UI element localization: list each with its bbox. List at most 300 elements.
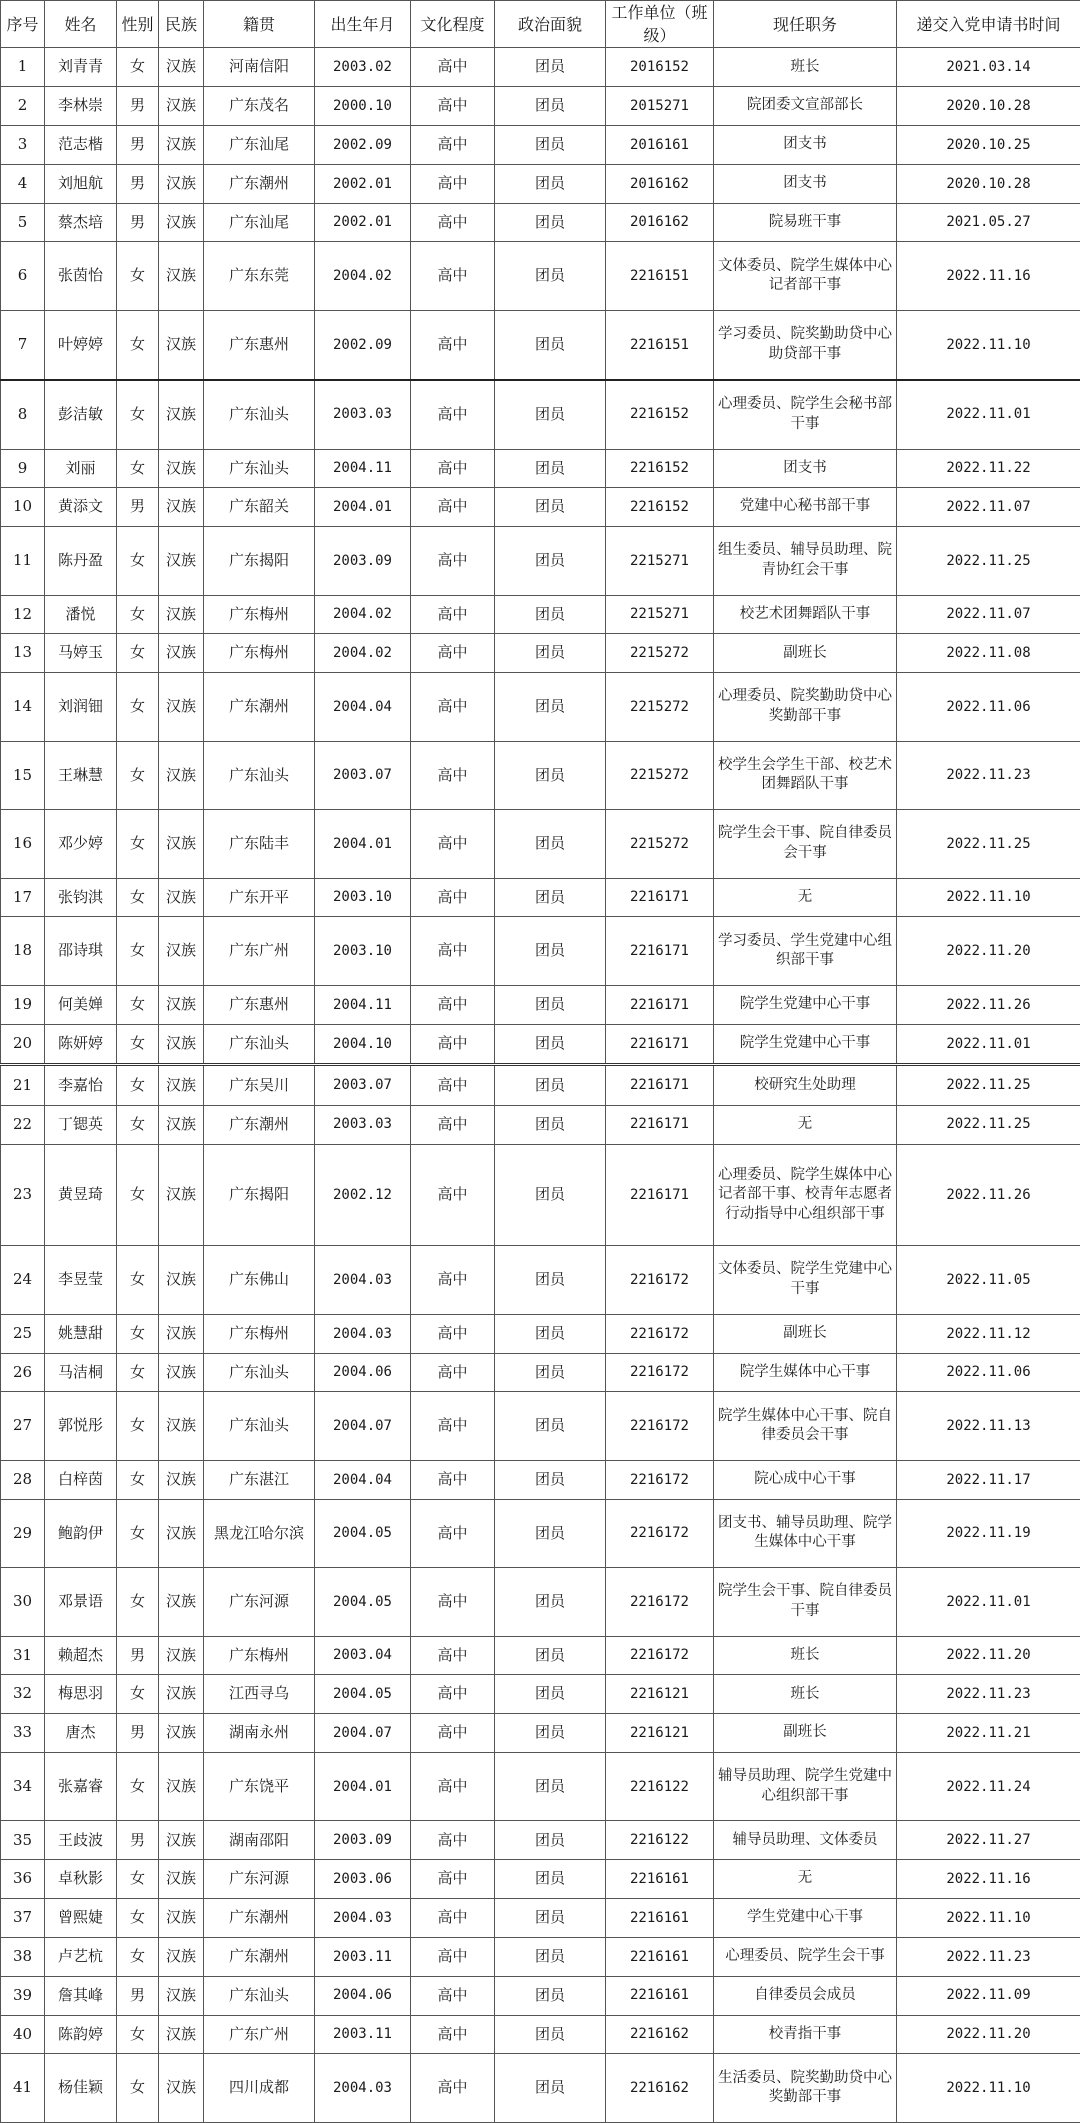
cell-education: 高中 bbox=[411, 1246, 495, 1314]
table-row bbox=[1, 1065, 1080, 1106]
cell-education: 高中 bbox=[411, 673, 495, 741]
cell-application-date: 2022.11.09 bbox=[897, 1976, 1080, 2015]
cell-current-position: 无 bbox=[714, 878, 897, 917]
cell-name: 鲍韵伊 bbox=[45, 1499, 117, 1567]
cell-education: 高中 bbox=[411, 1753, 495, 1821]
cell-gender: 男 bbox=[117, 164, 159, 203]
cell-serial-no: 3 bbox=[1, 126, 45, 165]
table-row bbox=[1, 1675, 1080, 1714]
cell-education: 高中 bbox=[411, 1392, 495, 1460]
cell-gender: 男 bbox=[117, 1636, 159, 1675]
cell-application-date: 2022.11.19 bbox=[897, 1499, 1080, 1567]
cell-serial-no: 22 bbox=[1, 1105, 45, 1144]
cell-political-status: 团员 bbox=[495, 1821, 606, 1860]
cell-name: 叶婷婷 bbox=[45, 310, 117, 379]
cell-application-date: 2022.11.10 bbox=[897, 878, 1080, 917]
cell-serial-no: 13 bbox=[1, 634, 45, 673]
cell-ethnicity: 汉族 bbox=[159, 810, 204, 878]
cell-application-date: 2022.11.06 bbox=[897, 673, 1080, 741]
table-row bbox=[1, 164, 1080, 203]
cell-education: 高中 bbox=[411, 449, 495, 488]
cell-gender: 男 bbox=[117, 126, 159, 165]
cell-work-unit: 2016162 bbox=[606, 203, 714, 242]
cell-birth-date: 2004.03 bbox=[315, 1246, 411, 1314]
header-application-date: 递交入党申请书时间 bbox=[897, 1, 1080, 48]
cell-name: 黄昱琦 bbox=[45, 1144, 117, 1246]
cell-gender: 男 bbox=[117, 1821, 159, 1860]
header-political-status: 政治面貌 bbox=[495, 1, 606, 48]
cell-gender: 女 bbox=[117, 595, 159, 634]
cell-application-date: 2020.10.28 bbox=[897, 164, 1080, 203]
cell-name: 潘悦 bbox=[45, 595, 117, 634]
cell-work-unit: 2216121 bbox=[606, 1675, 714, 1714]
cell-serial-no: 11 bbox=[1, 527, 45, 595]
cell-birth-date: 2002.01 bbox=[315, 203, 411, 242]
cell-current-position: 辅导员助理、院学生党建中心组织部干事 bbox=[714, 1753, 897, 1821]
table-row bbox=[1, 48, 1080, 87]
cell-ethnicity: 汉族 bbox=[159, 1899, 204, 1938]
cell-ethnicity: 汉族 bbox=[159, 1568, 204, 1636]
cell-work-unit: 2216171 bbox=[606, 1065, 714, 1106]
cell-current-position: 党建中心秘书部干事 bbox=[714, 488, 897, 527]
header-ethnicity: 民族 bbox=[159, 1, 204, 48]
cell-name: 陈韵婷 bbox=[45, 2015, 117, 2054]
cell-ethnicity: 汉族 bbox=[159, 878, 204, 917]
cell-current-position: 副班长 bbox=[714, 634, 897, 673]
table-row bbox=[1, 1976, 1080, 2015]
table-row bbox=[1, 985, 1080, 1024]
cell-birth-date: 2002.09 bbox=[315, 126, 411, 165]
cell-education: 高中 bbox=[411, 1065, 495, 1106]
cell-education: 高中 bbox=[411, 917, 495, 985]
cell-application-date: 2022.11.23 bbox=[897, 741, 1080, 809]
cell-name: 卢艺杭 bbox=[45, 1937, 117, 1976]
cell-application-date: 2022.11.01 bbox=[897, 380, 1080, 449]
cell-current-position: 院学生媒体中心干事 bbox=[714, 1353, 897, 1392]
cell-name: 范志楷 bbox=[45, 126, 117, 165]
header-birth-date: 出生年月 bbox=[315, 1, 411, 48]
cell-political-status: 团员 bbox=[495, 203, 606, 242]
table-row bbox=[1, 527, 1080, 595]
cell-application-date: 2022.11.08 bbox=[897, 634, 1080, 673]
cell-serial-no: 33 bbox=[1, 1714, 45, 1753]
cell-serial-no: 25 bbox=[1, 1314, 45, 1353]
cell-ethnicity: 汉族 bbox=[159, 1636, 204, 1675]
cell-serial-no: 41 bbox=[1, 2054, 45, 2123]
table-row bbox=[1, 380, 1080, 449]
cell-current-position: 生活委员、院奖勤助贷中心奖勤部干事 bbox=[714, 2054, 897, 2123]
cell-birth-date: 2002.01 bbox=[315, 164, 411, 203]
cell-current-position: 院学生党建中心干事 bbox=[714, 985, 897, 1024]
cell-education: 高中 bbox=[411, 634, 495, 673]
cell-gender: 女 bbox=[117, 1568, 159, 1636]
cell-serial-no: 18 bbox=[1, 917, 45, 985]
cell-application-date: 2022.11.10 bbox=[897, 310, 1080, 379]
table-row bbox=[1, 1144, 1080, 1246]
cell-birth-date: 2003.09 bbox=[315, 1821, 411, 1860]
cell-ethnicity: 汉族 bbox=[159, 527, 204, 595]
cell-education: 高中 bbox=[411, 488, 495, 527]
cell-current-position: 学习委员、学生党建中心组织部干事 bbox=[714, 917, 897, 985]
header-education: 文化程度 bbox=[411, 1, 495, 48]
cell-gender: 女 bbox=[117, 2054, 159, 2123]
cell-serial-no: 7 bbox=[1, 310, 45, 379]
cell-serial-no: 4 bbox=[1, 164, 45, 203]
cell-application-date: 2020.10.25 bbox=[897, 126, 1080, 165]
cell-birth-date: 2004.06 bbox=[315, 1353, 411, 1392]
cell-work-unit: 2215272 bbox=[606, 741, 714, 809]
cell-gender: 女 bbox=[117, 1860, 159, 1899]
cell-political-status: 团员 bbox=[495, 1899, 606, 1938]
cell-birth-date: 2004.05 bbox=[315, 1675, 411, 1714]
cell-serial-no: 1 bbox=[1, 48, 45, 87]
cell-name: 陈丹盈 bbox=[45, 527, 117, 595]
table-row bbox=[1, 488, 1080, 527]
cell-serial-no: 36 bbox=[1, 1860, 45, 1899]
cell-serial-no: 39 bbox=[1, 1976, 45, 2015]
cell-education: 高中 bbox=[411, 1976, 495, 2015]
cell-ethnicity: 汉族 bbox=[159, 917, 204, 985]
cell-gender: 女 bbox=[117, 741, 159, 809]
cell-ethnicity: 汉族 bbox=[159, 1392, 204, 1460]
cell-serial-no: 37 bbox=[1, 1899, 45, 1938]
cell-serial-no: 34 bbox=[1, 1753, 45, 1821]
cell-gender: 女 bbox=[117, 242, 159, 310]
cell-native-place: 广东河源 bbox=[204, 1568, 315, 1636]
cell-birth-date: 2003.10 bbox=[315, 878, 411, 917]
cell-political-status: 团员 bbox=[495, 126, 606, 165]
cell-gender: 女 bbox=[117, 310, 159, 379]
cell-current-position: 院学生会干事、院自律委员会干事 bbox=[714, 810, 897, 878]
cell-work-unit: 2216122 bbox=[606, 1821, 714, 1860]
cell-gender: 女 bbox=[117, 1460, 159, 1499]
cell-ethnicity: 汉族 bbox=[159, 1065, 204, 1106]
cell-gender: 女 bbox=[117, 1937, 159, 1976]
cell-serial-no: 20 bbox=[1, 1024, 45, 1065]
cell-political-status: 团员 bbox=[495, 1065, 606, 1106]
cell-ethnicity: 汉族 bbox=[159, 48, 204, 87]
cell-application-date: 2022.11.13 bbox=[897, 1392, 1080, 1460]
cell-application-date: 2022.11.20 bbox=[897, 1636, 1080, 1675]
cell-current-position: 无 bbox=[714, 1860, 897, 1899]
cell-name: 马婷玉 bbox=[45, 634, 117, 673]
cell-application-date: 2022.11.06 bbox=[897, 1353, 1080, 1392]
cell-gender: 男 bbox=[117, 1714, 159, 1753]
table-row bbox=[1, 1899, 1080, 1938]
cell-name: 丁锶英 bbox=[45, 1105, 117, 1144]
cell-native-place: 广东潮州 bbox=[204, 1937, 315, 1976]
cell-birth-date: 2004.11 bbox=[315, 985, 411, 1024]
table-row bbox=[1, 1753, 1080, 1821]
cell-birth-date: 2003.11 bbox=[315, 1937, 411, 1976]
cell-native-place: 广东梅州 bbox=[204, 595, 315, 634]
table-row bbox=[1, 203, 1080, 242]
cell-education: 高中 bbox=[411, 242, 495, 310]
cell-serial-no: 5 bbox=[1, 203, 45, 242]
cell-work-unit: 2216161 bbox=[606, 1860, 714, 1899]
table-row bbox=[1, 1105, 1080, 1144]
cell-birth-date: 2003.02 bbox=[315, 48, 411, 87]
cell-ethnicity: 汉族 bbox=[159, 1860, 204, 1899]
cell-work-unit: 2215271 bbox=[606, 595, 714, 634]
table-row bbox=[1, 1821, 1080, 1860]
cell-ethnicity: 汉族 bbox=[159, 634, 204, 673]
cell-application-date: 2022.11.23 bbox=[897, 1675, 1080, 1714]
cell-application-date: 2022.11.25 bbox=[897, 1065, 1080, 1106]
cell-application-date: 2022.11.26 bbox=[897, 985, 1080, 1024]
cell-current-position: 团支书 bbox=[714, 449, 897, 488]
cell-name: 姚慧甜 bbox=[45, 1314, 117, 1353]
cell-birth-date: 2004.01 bbox=[315, 1753, 411, 1821]
cell-native-place: 广东梅州 bbox=[204, 634, 315, 673]
cell-name: 唐杰 bbox=[45, 1714, 117, 1753]
table-row bbox=[1, 1392, 1080, 1460]
cell-current-position: 班长 bbox=[714, 48, 897, 87]
cell-ethnicity: 汉族 bbox=[159, 1024, 204, 1065]
cell-ethnicity: 汉族 bbox=[159, 87, 204, 126]
cell-education: 高中 bbox=[411, 310, 495, 379]
cell-gender: 女 bbox=[117, 2015, 159, 2054]
table-row bbox=[1, 1353, 1080, 1392]
cell-current-position: 心理委员、院学生媒体中心记者部干事、校青年志愿者行动指导中心组织部干事 bbox=[714, 1144, 897, 1246]
cell-birth-date: 2000.10 bbox=[315, 87, 411, 126]
cell-gender: 女 bbox=[117, 878, 159, 917]
cell-serial-no: 32 bbox=[1, 1675, 45, 1714]
cell-political-status: 团员 bbox=[495, 810, 606, 878]
cell-application-date: 2022.11.01 bbox=[897, 1024, 1080, 1065]
cell-name: 李林崇 bbox=[45, 87, 117, 126]
cell-political-status: 团员 bbox=[495, 1636, 606, 1675]
cell-native-place: 广东梅州 bbox=[204, 1636, 315, 1675]
cell-work-unit: 2216171 bbox=[606, 1024, 714, 1065]
cell-political-status: 团员 bbox=[495, 2015, 606, 2054]
cell-ethnicity: 汉族 bbox=[159, 449, 204, 488]
cell-birth-date: 2002.09 bbox=[315, 310, 411, 379]
table-row bbox=[1, 1024, 1080, 1065]
cell-work-unit: 2216122 bbox=[606, 1753, 714, 1821]
cell-gender: 女 bbox=[117, 1499, 159, 1567]
table-row bbox=[1, 1460, 1080, 1499]
cell-current-position: 校学生会学生干部、校艺术团舞蹈队干事 bbox=[714, 741, 897, 809]
cell-serial-no: 29 bbox=[1, 1499, 45, 1567]
cell-application-date: 2022.11.25 bbox=[897, 527, 1080, 595]
cell-serial-no: 15 bbox=[1, 741, 45, 809]
cell-name: 刘旭航 bbox=[45, 164, 117, 203]
table-row bbox=[1, 1499, 1080, 1567]
cell-native-place: 广东汕头 bbox=[204, 741, 315, 809]
cell-work-unit: 2216172 bbox=[606, 1246, 714, 1314]
cell-birth-date: 2004.05 bbox=[315, 1568, 411, 1636]
cell-ethnicity: 汉族 bbox=[159, 1937, 204, 1976]
cell-current-position: 无 bbox=[714, 1105, 897, 1144]
cell-serial-no: 8 bbox=[1, 380, 45, 449]
cell-native-place: 广东饶平 bbox=[204, 1753, 315, 1821]
cell-birth-date: 2004.02 bbox=[315, 595, 411, 634]
cell-education: 高中 bbox=[411, 1937, 495, 1976]
cell-work-unit: 2216162 bbox=[606, 2054, 714, 2123]
cell-serial-no: 35 bbox=[1, 1821, 45, 1860]
cell-gender: 女 bbox=[117, 1314, 159, 1353]
cell-political-status: 团员 bbox=[495, 1568, 606, 1636]
cell-work-unit: 2216172 bbox=[606, 1460, 714, 1499]
cell-political-status: 团员 bbox=[495, 1144, 606, 1246]
cell-name: 白梓茵 bbox=[45, 1460, 117, 1499]
cell-serial-no: 12 bbox=[1, 595, 45, 634]
cell-gender: 女 bbox=[117, 1065, 159, 1106]
table-row bbox=[1, 1314, 1080, 1353]
cell-ethnicity: 汉族 bbox=[159, 1499, 204, 1567]
cell-name: 陈妍婷 bbox=[45, 1024, 117, 1065]
cell-gender: 女 bbox=[117, 1675, 159, 1714]
cell-education: 高中 bbox=[411, 203, 495, 242]
cell-work-unit: 2215271 bbox=[606, 527, 714, 595]
cell-serial-no: 2 bbox=[1, 87, 45, 126]
table-row bbox=[1, 310, 1080, 379]
cell-education: 高中 bbox=[411, 741, 495, 809]
cell-ethnicity: 汉族 bbox=[159, 1714, 204, 1753]
table-row bbox=[1, 1860, 1080, 1899]
cell-work-unit: 2216161 bbox=[606, 1899, 714, 1938]
cell-application-date: 2022.11.07 bbox=[897, 595, 1080, 634]
cell-work-unit: 2216152 bbox=[606, 449, 714, 488]
cell-work-unit: 2216162 bbox=[606, 2015, 714, 2054]
cell-work-unit: 2216171 bbox=[606, 917, 714, 985]
cell-current-position: 班长 bbox=[714, 1675, 897, 1714]
cell-name: 曾熙婕 bbox=[45, 1899, 117, 1938]
cell-native-place: 黑龙江哈尔滨 bbox=[204, 1499, 315, 1567]
cell-name: 刘青青 bbox=[45, 48, 117, 87]
cell-current-position: 文体委员、院学生党建中心干事 bbox=[714, 1246, 897, 1314]
cell-native-place: 广东汕头 bbox=[204, 1976, 315, 2015]
cell-ethnicity: 汉族 bbox=[159, 1353, 204, 1392]
table-row bbox=[1, 126, 1080, 165]
cell-gender: 女 bbox=[117, 1899, 159, 1938]
cell-gender: 男 bbox=[117, 488, 159, 527]
cell-current-position: 校艺术团舞蹈队干事 bbox=[714, 595, 897, 634]
cell-political-status: 团员 bbox=[495, 917, 606, 985]
cell-political-status: 团员 bbox=[495, 87, 606, 126]
cell-current-position: 院学生媒体中心干事、院自律委员会干事 bbox=[714, 1392, 897, 1460]
cell-work-unit: 2216171 bbox=[606, 878, 714, 917]
cell-education: 高中 bbox=[411, 1144, 495, 1246]
cell-birth-date: 2004.03 bbox=[315, 1899, 411, 1938]
cell-application-date: 2022.11.16 bbox=[897, 1860, 1080, 1899]
cell-application-date: 2022.11.10 bbox=[897, 1899, 1080, 1938]
cell-birth-date: 2004.11 bbox=[315, 449, 411, 488]
cell-education: 高中 bbox=[411, 1568, 495, 1636]
cell-native-place: 广东惠州 bbox=[204, 310, 315, 379]
cell-gender: 女 bbox=[117, 1024, 159, 1065]
cell-current-position: 心理委员、院学生会秘书部干事 bbox=[714, 380, 897, 449]
cell-application-date: 2022.11.20 bbox=[897, 917, 1080, 985]
cell-gender: 女 bbox=[117, 1105, 159, 1144]
cell-work-unit: 2216152 bbox=[606, 380, 714, 449]
cell-ethnicity: 汉族 bbox=[159, 1821, 204, 1860]
cell-serial-no: 17 bbox=[1, 878, 45, 917]
cell-name: 詹其峰 bbox=[45, 1976, 117, 2015]
cell-native-place: 广东河源 bbox=[204, 1860, 315, 1899]
cell-current-position: 文体委员、院学生媒体中心记者部干事 bbox=[714, 242, 897, 310]
cell-application-date: 2022.11.23 bbox=[897, 1937, 1080, 1976]
cell-ethnicity: 汉族 bbox=[159, 1144, 204, 1246]
cell-political-status: 团员 bbox=[495, 595, 606, 634]
cell-education: 高中 bbox=[411, 878, 495, 917]
cell-birth-date: 2004.04 bbox=[315, 673, 411, 741]
cell-serial-no: 9 bbox=[1, 449, 45, 488]
cell-education: 高中 bbox=[411, 1714, 495, 1753]
cell-birth-date: 2003.04 bbox=[315, 1636, 411, 1675]
cell-serial-no: 27 bbox=[1, 1392, 45, 1460]
cell-serial-no: 28 bbox=[1, 1460, 45, 1499]
cell-native-place: 广东潮州 bbox=[204, 164, 315, 203]
header-work-unit: 工作单位（班级） bbox=[606, 1, 714, 48]
cell-native-place: 广东韶关 bbox=[204, 488, 315, 527]
cell-political-status: 团员 bbox=[495, 48, 606, 87]
cell-birth-date: 2004.02 bbox=[315, 634, 411, 673]
cell-native-place: 广东东莞 bbox=[204, 242, 315, 310]
table-row bbox=[1, 878, 1080, 917]
cell-ethnicity: 汉族 bbox=[159, 1976, 204, 2015]
cell-native-place: 江西寻乌 bbox=[204, 1675, 315, 1714]
cell-education: 高中 bbox=[411, 1460, 495, 1499]
cell-name: 王琳慧 bbox=[45, 741, 117, 809]
cell-gender: 女 bbox=[117, 527, 159, 595]
cell-application-date: 2022.11.27 bbox=[897, 1821, 1080, 1860]
header-current-position: 现任职务 bbox=[714, 1, 897, 48]
header-row bbox=[1, 1, 1080, 48]
cell-name: 何美婵 bbox=[45, 985, 117, 1024]
cell-work-unit: 2216172 bbox=[606, 1314, 714, 1353]
cell-political-status: 团员 bbox=[495, 1246, 606, 1314]
table-row bbox=[1, 1246, 1080, 1314]
cell-name: 赖超杰 bbox=[45, 1636, 117, 1675]
cell-current-position: 副班长 bbox=[714, 1714, 897, 1753]
cell-application-date: 2022.11.10 bbox=[897, 2054, 1080, 2123]
cell-political-status: 团员 bbox=[495, 1753, 606, 1821]
cell-application-date: 2022.11.24 bbox=[897, 1753, 1080, 1821]
cell-work-unit: 2216121 bbox=[606, 1714, 714, 1753]
table-row bbox=[1, 87, 1080, 126]
cell-birth-date: 2004.03 bbox=[315, 2054, 411, 2123]
cell-ethnicity: 汉族 bbox=[159, 203, 204, 242]
cell-ethnicity: 汉族 bbox=[159, 242, 204, 310]
cell-serial-no: 19 bbox=[1, 985, 45, 1024]
cell-education: 高中 bbox=[411, 1860, 495, 1899]
cell-education: 高中 bbox=[411, 48, 495, 87]
cell-birth-date: 2003.09 bbox=[315, 527, 411, 595]
cell-application-date: 2022.11.12 bbox=[897, 1314, 1080, 1353]
cell-birth-date: 2004.02 bbox=[315, 242, 411, 310]
cell-application-date: 2022.11.07 bbox=[897, 488, 1080, 527]
table-row bbox=[1, 595, 1080, 634]
cell-ethnicity: 汉族 bbox=[159, 126, 204, 165]
cell-gender: 女 bbox=[117, 634, 159, 673]
header-gender: 性别 bbox=[117, 1, 159, 48]
cell-education: 高中 bbox=[411, 527, 495, 595]
cell-work-unit: 2015271 bbox=[606, 87, 714, 126]
cell-gender: 女 bbox=[117, 673, 159, 741]
cell-education: 高中 bbox=[411, 2054, 495, 2123]
cell-gender: 女 bbox=[117, 1144, 159, 1246]
cell-native-place: 湖南永州 bbox=[204, 1714, 315, 1753]
cell-current-position: 辅导员助理、文体委员 bbox=[714, 1821, 897, 1860]
cell-education: 高中 bbox=[411, 1499, 495, 1567]
cell-native-place: 广东陆丰 bbox=[204, 810, 315, 878]
cell-name: 邓少婷 bbox=[45, 810, 117, 878]
cell-work-unit: 2216152 bbox=[606, 488, 714, 527]
cell-ethnicity: 汉族 bbox=[159, 1246, 204, 1314]
cell-native-place: 广东潮州 bbox=[204, 1899, 315, 1938]
